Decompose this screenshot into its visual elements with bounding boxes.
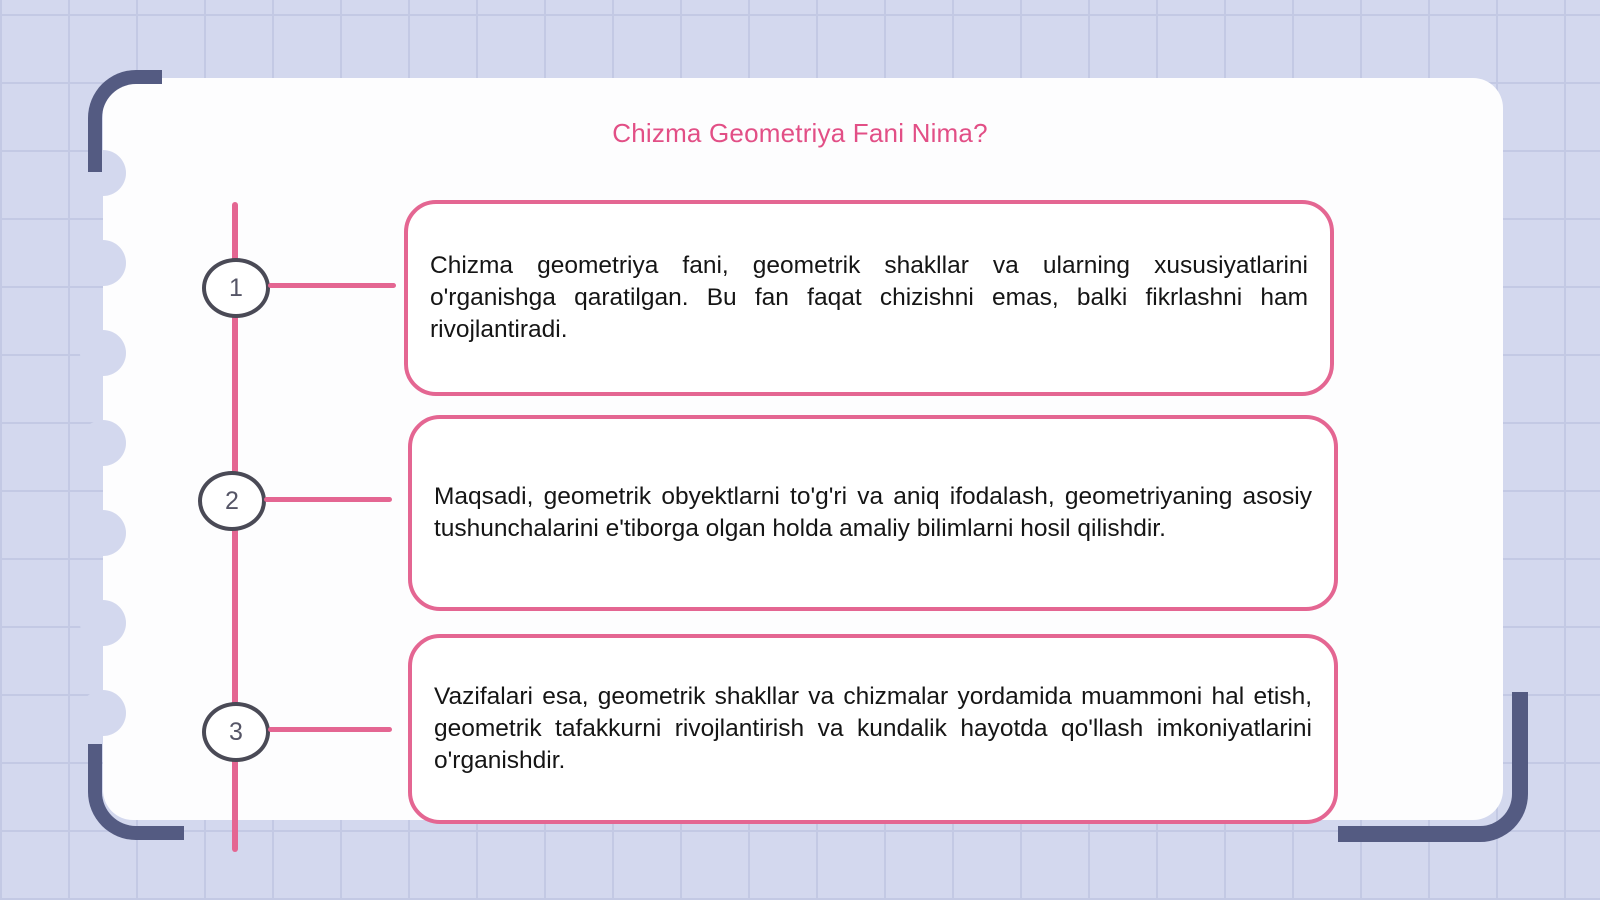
timeline-connector-2 (264, 497, 392, 502)
corner-bracket-bottom-right (1338, 692, 1528, 842)
timeline-node-1: 1 (202, 258, 270, 318)
card-text-2: Maqsadi, geometrik obyektlarni to'g'ri va aniq ifodalash, geometriyaning asosiy tushunchalarini e'tiborga olgan holda amaliy bilimlarni hosil qilishdir. (434, 483, 1312, 542)
corner-bracket-bottom-left (88, 744, 184, 840)
paper-notch (80, 330, 126, 376)
card-text-3: Vazifalari esa, geometrik shakllar va chizmalar yordamida muammoni hal etish, geometrik tafakkurni rivojlantirish va kundalik hayotda qo'llash imkoniyatlarini o'rganishdir. (434, 683, 1312, 774)
paper-notch (80, 240, 126, 286)
paper-notch (80, 600, 126, 646)
content-card-2 (408, 415, 1338, 611)
card-text-1: Chizma geometriya fani, geometrik shakllar va ularning xususiyatlarini o'rganishga qaratilgan. Bu fan faqat chizishni emas, balki fikrlashni ham rivojlantiradi. (430, 252, 1308, 343)
paper-notch (80, 690, 126, 736)
timeline-node-3: 3 (202, 702, 270, 762)
paper-notch (80, 420, 126, 466)
paper-notch (80, 510, 126, 556)
content-card-3 (408, 634, 1338, 824)
content-card-1 (404, 200, 1334, 396)
timeline-node-2: 2 (198, 471, 266, 531)
timeline-connector-1 (268, 283, 396, 288)
timeline-connector-3 (268, 727, 392, 732)
slide-title: Chizma Geometriya Fani Nima? (612, 118, 988, 148)
